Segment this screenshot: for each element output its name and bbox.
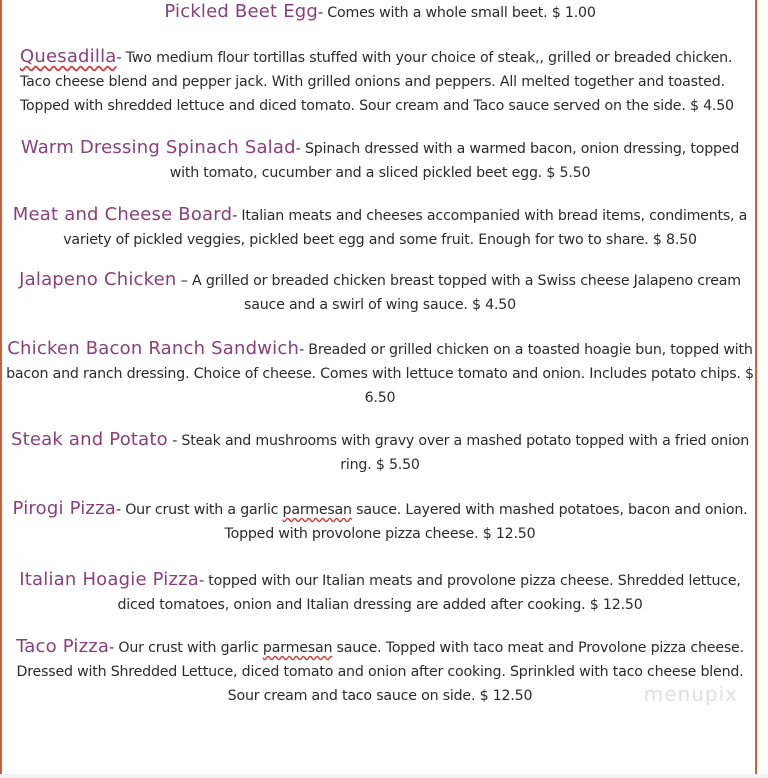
item-description: - Breaded or grilled chicken on a toasted hoagie bun, topped with bacon and ranch dressing. Choice of cheese. Comes with lettuce tomato and onion. Includes potato chips. $ 6.50 <box>6 342 754 406</box>
item-name: Warm Dressing Spinach Salad <box>20 137 296 158</box>
item-description: - topped with our Italian meats and provolone pizza cheese. Shredded lettuce, diced tomatoes, onion and Italian dressing are added after cooking. $ 12.50 <box>117 573 741 613</box>
item-description: - Two medium flour tortillas stuffed with your choice of steak,, grilled or breaded chicken. Taco cheese blend and pepper jack. With grilled onions and peppers. All melted together and toasted. Topped with shredded lettuce and diced tomato. Sour cream and Taco sauce served on the side. $ 4.50 <box>20 50 734 114</box>
watermark-logo: menupix <box>643 682 738 706</box>
menu-item <box>6 136 754 185</box>
item-description: - Steak and mushrooms with gravy over a mashed potato topped with a fried onion ring. $ 5.50 <box>167 433 749 473</box>
menu-item <box>6 268 754 317</box>
item-description-misspelled: parmesan <box>282 502 352 518</box>
item-description: – A grilled or breaded chicken breast topped with a Swiss cheese Jalapeno cream sauce and a swirl of wing sauce. $ 4.50 <box>176 273 741 313</box>
item-description: - Comes with a whole small beet. $ 1.00 <box>318 5 596 21</box>
menu-item <box>6 0 754 25</box>
menu-list <box>6 0 754 708</box>
menu-item <box>6 203 754 252</box>
menu-item <box>6 568 754 617</box>
item-name: Steak and Potato <box>10 429 168 450</box>
item-name: Chicken Bacon Ranch Sandwich <box>7 338 300 359</box>
item-description: - Our crust with garlic <box>109 640 263 656</box>
item-name: Pickled Beet Egg <box>164 1 319 22</box>
item-name: Pirogi Pizza <box>12 498 116 519</box>
item-description: sauce. Topped with taco meat and Provolone pizza cheese. Dressed with Shredded Lettuce, diced tomato and onion after cooking. Sprinkled with taco cheese blend. Sour cream and taco sauce on side. $ 12.50 <box>16 640 744 704</box>
bottom-strip <box>0 774 768 778</box>
item-description: - Our crust with a garlic <box>115 502 283 518</box>
item-name: Italian Hoagie Pizza <box>19 569 200 590</box>
menu-item <box>6 45 754 118</box>
menu-item <box>6 337 754 410</box>
item-name: Taco Pizza <box>16 636 110 657</box>
menu-item <box>6 635 754 708</box>
item-description: - Spinach dressed with a warmed bacon, onion dressing, topped with tomato, cucumber and a sliced pickled beet egg. $ 5.50 <box>169 141 740 181</box>
item-name: Quesadilla <box>20 46 117 67</box>
menu-item <box>6 428 754 477</box>
item-description-misspelled: parmesan <box>262 640 333 656</box>
menu-item <box>6 497 754 546</box>
item-name: Meat and Cheese Board <box>12 204 233 225</box>
item-description: - Italian meats and cheeses accompanied with bread items, condiments, a variety of pickled veggies, pickled beet egg and some fruit. Enough for two to share. $ 8.50 <box>63 208 748 248</box>
item-description: sauce. Layered with mashed potatoes, bacon and onion. Topped with provolone pizza cheese. $ 12.50 <box>224 502 748 542</box>
item-name: Jalapeno Chicken <box>19 269 177 290</box>
